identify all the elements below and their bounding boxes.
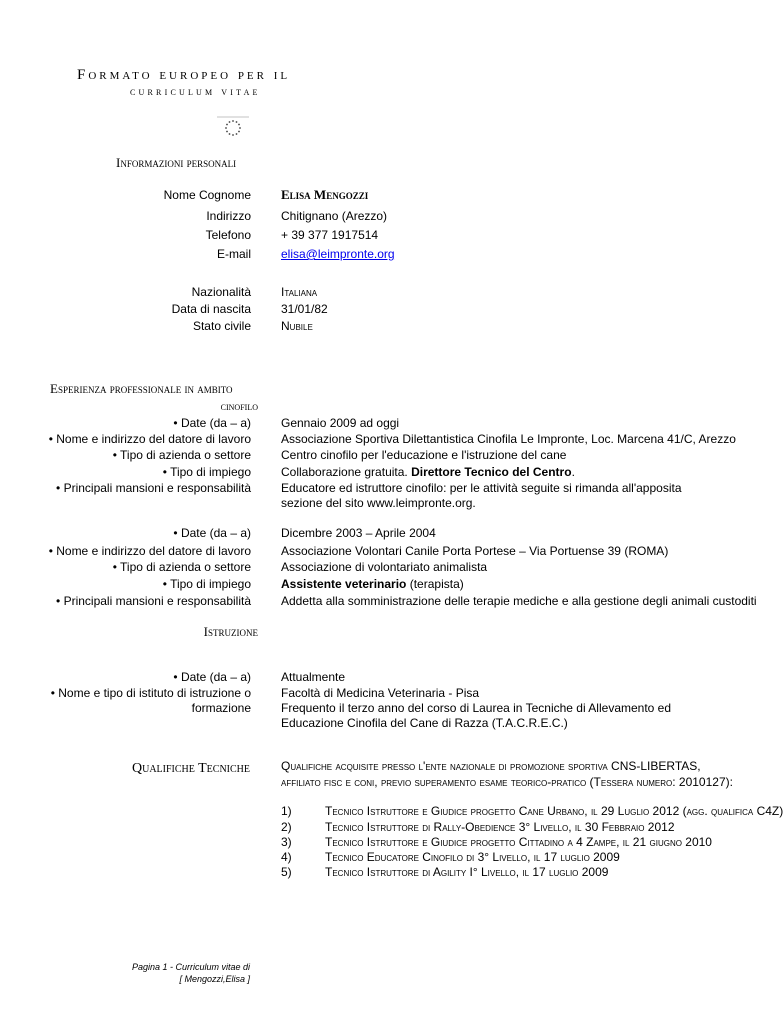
- qual-item-num: 5): [281, 865, 292, 879]
- label-stato-civile: Stato civile: [192, 319, 251, 333]
- value-stato-civile: Nubile: [281, 319, 313, 333]
- page-subtitle: curriculum vitae: [130, 86, 261, 98]
- section-title-experience-2: cinofilo: [220, 399, 258, 413]
- value-telefono: + 39 377 1917514: [281, 228, 379, 242]
- qual-item: Tecnico Istruttore e Giudice progetto Cittadino a 4 Zampe, il 21 giugno 2010: [325, 835, 712, 849]
- job1-employer: Associazione Sportiva Dilettantistica Cinofila Le Impronte, Loc. Marcena 41/C, Arezzo: [281, 432, 736, 446]
- job1-job-label: • Tipo di impiego: [162, 465, 251, 479]
- job1-sector-label: • Tipo di azienda o settore: [112, 448, 251, 462]
- qual-item: Tecnico Istruttore di Agility I° Livello, il 17 luglio 2009: [325, 865, 609, 879]
- job1-job-bold: Direttore Tecnico del Centro: [411, 465, 572, 479]
- label-data-nascita: Data di nascita: [171, 302, 251, 316]
- job2-job-label: • Tipo di impiego: [162, 577, 251, 591]
- job1-date-label: • Date (da – a): [173, 416, 251, 430]
- section-title-experience: Esperienza professionale in ambito: [50, 381, 233, 396]
- job2-duties-label: • Principali mansioni e responsabilità: [56, 594, 251, 608]
- section-title-personal: Informazioni personali: [116, 155, 237, 170]
- section-title-education: Istruzione: [203, 624, 258, 639]
- label-telefono: Telefono: [205, 228, 251, 242]
- edu-inst: Facoltà di Medicina Veterinaria - Pisa: [281, 686, 480, 700]
- qual-item-num: 3): [281, 835, 292, 849]
- qual-intro: Qualifiche acquisite presso l'ente nazionale di promozione sportiva CNS-LIBERTAS,: [281, 759, 701, 773]
- label-nome: Nome Cognome: [163, 188, 251, 202]
- job2-sector-label: • Tipo di azienda o settore: [112, 560, 251, 574]
- job2-employer: Associazione Volontari Canile Porta Portese – Via Portuense 39 (ROMA): [281, 544, 669, 558]
- label-indirizzo: Indirizzo: [206, 209, 251, 223]
- label-nazionalita: Nazionalità: [191, 285, 251, 299]
- job1-job-after: .: [571, 465, 575, 479]
- job1-sector: Centro cinofilo per l'educazione e l'istruzione del cane: [281, 448, 567, 462]
- job1-date: Gennaio 2009 ad oggi: [281, 416, 400, 430]
- qual-item: Tecnico Istruttore e Giudice progetto Cane Urbano, il 29 Luglio 2012 (agg. qualifica C4Z): [325, 804, 783, 818]
- section-title-qualifications: Qualifiche Tecniche: [131, 761, 250, 776]
- job2-job-bold: Assistente veterinario: [281, 577, 407, 591]
- edu-inst-label: • Nome e tipo di istituto di istruzione o: [50, 686, 251, 700]
- qual-item-num: 2): [281, 820, 292, 834]
- footer-page-info: Pagina 1 - Curriculum vitae di: [131, 962, 250, 972]
- qual-item-num: 4): [281, 850, 292, 864]
- qual-item-num: 1): [281, 804, 292, 818]
- value-data-nascita: 31/01/82: [281, 302, 328, 316]
- page-title: Formato europeo per il: [77, 67, 291, 83]
- label-email: E-mail: [216, 247, 251, 261]
- eu-flag-logo: [215, 116, 251, 140]
- qual-item: Tecnico Istruttore di Rally-Obedience 3° Livello, il 30 Febbraio 2012: [325, 820, 675, 834]
- value-nazionalita: Italiana: [281, 285, 318, 299]
- value-indirizzo: Chitignano (Arezzo): [281, 209, 388, 223]
- edu-date: Attualmente: [281, 670, 346, 684]
- edu-inst-label-2: formazione: [191, 701, 251, 715]
- footer-name: [ Mengozzi,Elisa ]: [179, 974, 250, 984]
- job1-employer-label: • Nome e indirizzo del datore di lavoro: [48, 432, 251, 446]
- job1-duties: Educatore ed istruttore cinofilo: per le attività seguite si rimanda all'apposita sezione del sito www.leimpronte.org.: [281, 481, 682, 510]
- qual-intro-2: affiliato fisc e coni, previo superamento esame teorico-pratico (Tessera numero: 2010127):: [281, 775, 733, 789]
- job2-sector: Associazione di volontariato animalista: [281, 560, 488, 574]
- job2-duties: Addetta alla somministrazione delle terapie mediche e alla gestione degli animali custoditi: [281, 594, 757, 608]
- job2-date: Dicembre 2003 – Aprile 2004: [281, 526, 436, 540]
- value-nome: Elisa Mengozzi: [281, 187, 369, 202]
- job2-employer-label: • Nome e indirizzo del datore di lavoro: [48, 544, 251, 558]
- job2-date-label: • Date (da – a): [173, 526, 251, 540]
- job2-job-after: (terapista): [406, 577, 464, 591]
- job1-job-plain: Collaborazione gratuita.: [281, 465, 412, 479]
- email-link[interactable]: elisa@leimpronte.org: [281, 247, 395, 261]
- job1-job: [281, 465, 575, 480]
- job1-duties-label: • Principali mansioni e responsabilità: [56, 481, 251, 495]
- edu-date-label: • Date (da – a): [173, 670, 251, 684]
- job2-job: [281, 577, 464, 592]
- qual-item: Tecnico Educatore Cinofilo di 3° Livello, il 17 luglio 2009: [325, 850, 620, 864]
- edu-inst-desc: Frequento il terzo anno del corso di Laurea in Tecniche di Allevamento ed Educazione Cinofila del Cane di Razza (T.A.C.R.E.C.): [281, 701, 672, 730]
